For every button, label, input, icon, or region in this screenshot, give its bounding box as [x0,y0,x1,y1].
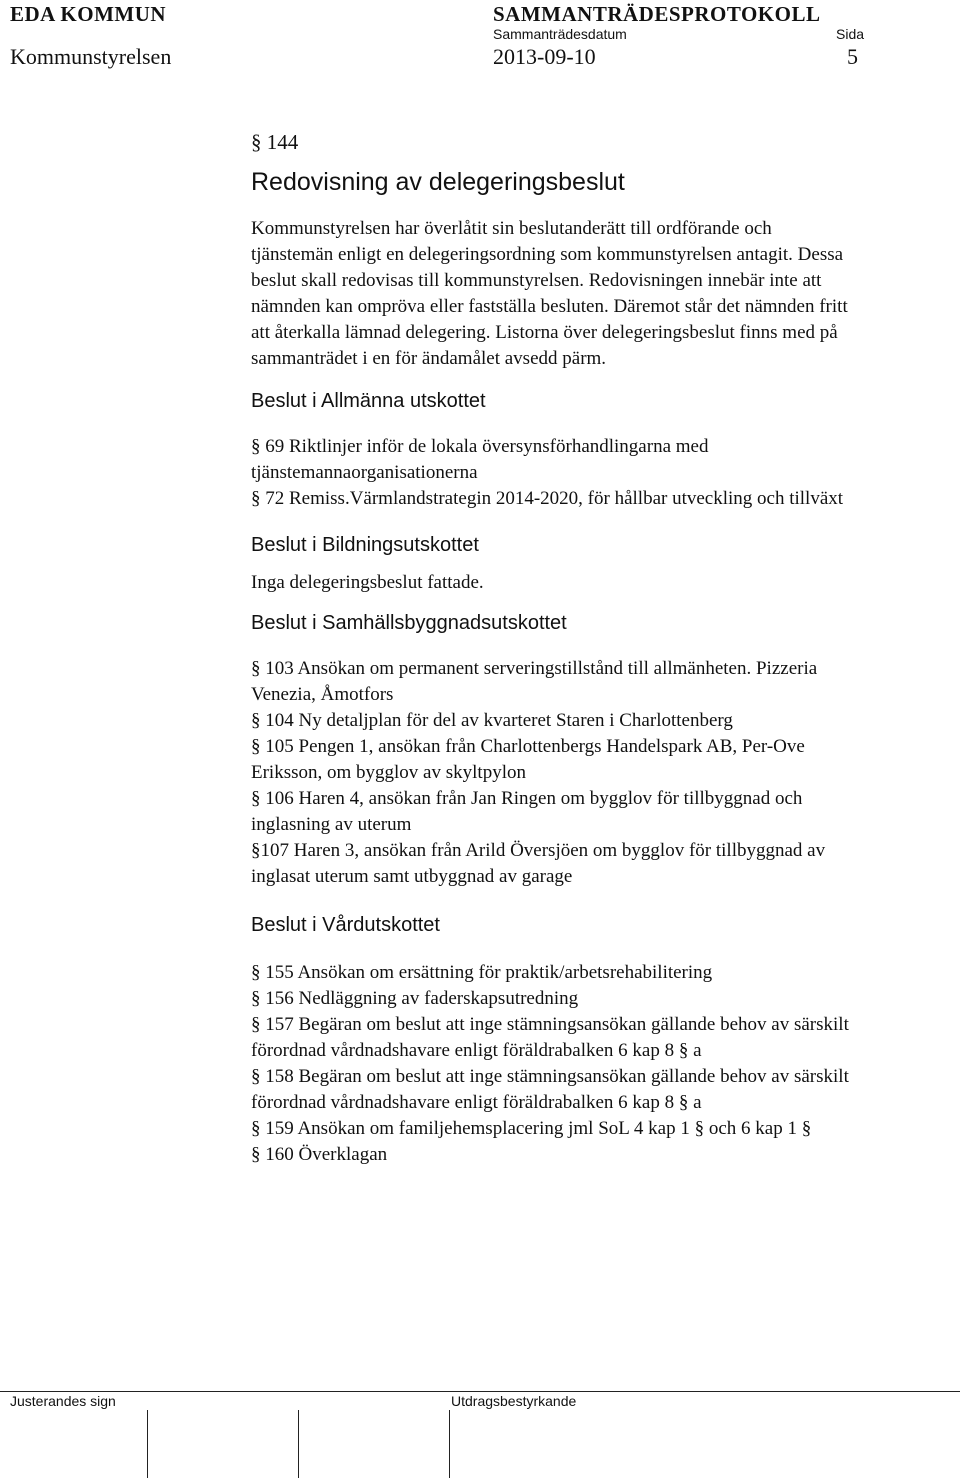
page-label: Sida [836,26,865,42]
list-item: § 72 Remiss.Värmlandstrategin 2014-2020, för hållbar utveckling och tillväxt [251,488,844,509]
heading-bildningsutskottet: Beslut i Bildningsutskottet [251,534,479,556]
signature-box-divider [449,1410,450,1478]
heading-allmanna-utskottet: Beslut i Allmänna utskottet [251,390,486,412]
page-number: 5 [847,44,858,69]
list-samhallsbyggnadsutskottet [251,656,851,890]
heading-samhallsbyggnadsutskottet: Beslut i Samhällsbyggnadsutskottet [251,612,567,634]
list-item: § 157 Begäran om beslut att inge stämningsansökan gällande behov av särskilt förordnad vårdnadshavare enligt föräldrabalken 6 kap 8 § a [251,1014,849,1061]
list-item: § 156 Nedläggning av faderskapsutredning [251,988,579,1009]
list-item: § 155 Ansökan om ersättning för praktik/arbetsrehabilitering [251,962,713,983]
list-item: § 159 Ansökan om familjehemsplacering jml SoL 4 kap 1 § och 6 kap 1 § [251,1118,812,1139]
list-item: § 104 Ny detaljplan för del av kvarteret Staren i Charlottenberg [251,710,733,731]
list-vardutskottet [251,960,851,1168]
list-item: § 158 Begäran om beslut att inge stämningsansökan gällande behov av särskilt förordnad vårdnadshavare enligt föräldrabalken 6 kap 8 § a [251,1066,849,1113]
list-item: § 160 Överklagan [251,1144,388,1165]
signature-label: Justerandes sign [10,1393,116,1409]
list-allmanna-utskottet [251,434,851,512]
signature-box-divider [147,1410,148,1478]
paragraph-number: § 144 [251,130,299,154]
footer-divider [0,1391,960,1392]
list-item: § 106 Haren 4, ansökan från Jan Ringen om bygglov för tillbyggnad och inglasning av uterum [251,788,803,835]
extract-certification-label: Utdragsbestyrkande [451,1393,577,1409]
heading-vardutskottet: Beslut i Vårdutskottet [251,914,440,936]
bildning-text: Inga delegeringsbeslut fattade. [251,572,484,593]
organization-name: EDA KOMMUN [10,2,167,26]
list-item: §107 Haren 3, ansökan från Arild Översjöen om bygglov för tillbyggnad av inglasat uterum samt utbyggnad av garage [251,840,826,887]
protocol-section [251,128,851,1168]
meeting-date: 2013-09-10 [493,44,596,69]
list-item: § 103 Ansökan om permanent serveringstillstånd till allmänheten. Pizzeria Venezia, Åmotfors [251,658,818,705]
signature-box-divider [298,1410,299,1478]
list-item: § 105 Pengen 1, ansökan från Charlottenbergs Handelspark AB, Per-Ove Eriksson, om bygglov av skyltpylon [251,736,805,783]
intro-text: Kommunstyrelsen har överlåtit sin beslutanderätt till ordförande och tjänstemän enligt en delegeringsordning som kommunstyrelsen antagit. Dessa beslut skall redovisas till kommunstyrelsen. Redovisningen innebär inte att nämnden kan ompröva eller fastställa besluten. Däremot står det nämnden fritt att återkalla lämnad delegering. Listorna över delegeringsbeslut finns med på sammanträdet i en för ändamålet avsedd pärm. [251,218,848,369]
document-type: SAMMANTRÄDESPROTOKOLL [493,2,821,26]
committee-name: Kommunstyrelsen [10,44,172,69]
section-title: Redovisning av delegeringsbeslut [251,168,625,196]
date-label: Sammanträdesdatum [493,26,627,42]
list-item: § 69 Riktlinjer inför de lokala översynsförhandlingarna med tjänstemannaorganisationerna [251,436,709,483]
